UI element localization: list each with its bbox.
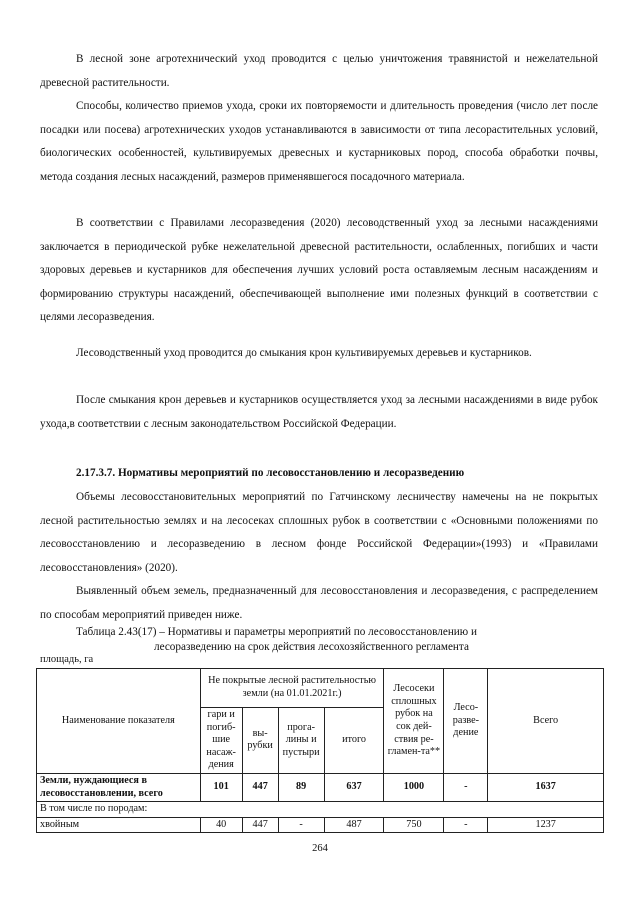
cell-value: 750 [384,817,444,833]
cell-value: 447 [242,773,278,801]
cell-value: 101 [200,773,242,801]
paragraph-4: Лесоводственный уход проводится до смыкания крон культивируемых деревьев и кустарников. [76,347,532,359]
cell-value: 487 [324,817,384,833]
cell-value: - [444,773,488,801]
paragraph-7: Выявленный объем земель, предназначенный для лесовосстановления и лесоразведения, с распределением по способам мероприятий приведен ниже. [40,585,598,621]
paragraph-1: В лесной зоне агротехнический уход проводится с целью уничтожения травянистой и нежелательной древесной растительности. [40,53,598,89]
row-label: Земли, нуждающиеся в лесовосстановлении, всего [37,773,201,801]
header-clearings: вы-рубки [242,708,278,774]
table-row [37,817,604,833]
table-caption [76,625,576,655]
cell-value: 1637 [488,773,604,801]
norms-table [36,668,604,833]
row-label: В том числе по породам: [37,802,604,818]
table-row [37,773,604,801]
header-group: Не покрытые лесной растительностью земли (на 01.01.2021г.) [200,669,384,708]
page-number: 264 [312,843,328,854]
cell-value: 447 [242,817,278,833]
cell-value: 40 [200,817,242,833]
caption-line-1: Таблица 2.43(17) – Нормативы и параметры мероприятий по лесовосстановлению и [76,626,477,638]
paragraph-2: Способы, количество приемов ухода, сроки их повторяемости и длительность проведения (число лет после посадки или посева) агротехнических уходов устанавливаются в зависимости от типа лесорастительных условий, биологических особенностей, культивируемых древесных и кустарниковых пород, способа обработки почвы, метода создания лесных насаждений, размеров применявшегося посадочного материала. [40,100,598,183]
caption-line-2: лесоразведению на срок действия лесохозяйственного регламента [154,641,469,653]
header-afforestation: Лесо-разве-дение [444,669,488,774]
table-header-row [37,669,604,708]
header-glades: прога-лины и пустыри [278,708,324,774]
header-subtotal: итого [324,708,384,774]
cell-value: 1000 [384,773,444,801]
cell-value: - [444,817,488,833]
row-label: хвойным [37,817,201,833]
header-total: Всего [488,669,604,774]
cell-value: 1237 [488,817,604,833]
header-cutting-areas: Лесосеки сплошных рубок на сок дей-ствия ре-гламен-та** [384,669,444,774]
cell-value: 89 [278,773,324,801]
cell-value: - [278,817,324,833]
unit-label: площадь, га [40,654,94,665]
paragraph-5: После смыкания крон деревьев и кустарников осуществляется уход за лесными насаждениями в виде рубок ухода,в соответствии с лесным законодательством Российской Федерации. [40,394,598,430]
header-burnt: гари и погиб-шие насаж-дения [200,708,242,774]
paragraph-6: Объемы лесовосстановительных мероприятий по Гатчинскому лесничеству намечены на не покрытых лесной растительностью землях и на лесосеках сплошных рубок в соответствии с «Основными положениями по лесовосстановлению и лесоразведению в лесном фонде Российской Федерации»(1993) и «Правилами лесовосстановления» (2020). [40,491,598,574]
cell-value: 637 [324,773,384,801]
section-heading: 2.17.3.7. Нормативы мероприятий по лесовосстановлению и лесоразведению [76,467,465,479]
header-indicator: Наименование показателя [37,669,201,774]
table-row [37,802,604,818]
paragraph-3: В соответствии с Правилами лесоразведения (2020) лесоводственный уход за лесными насаждениями заключается в периодической рубке нежелательной древесной растительности, ослабленных, погибших и части здоровых деревьев и кустарников для обеспечения лучших условий роста оставляемым лесным насаждениям и формированию структуры насаждений, обеспечивающей выполнение ими полезных функций в соответствии с целями лесоразведения. [40,217,598,324]
